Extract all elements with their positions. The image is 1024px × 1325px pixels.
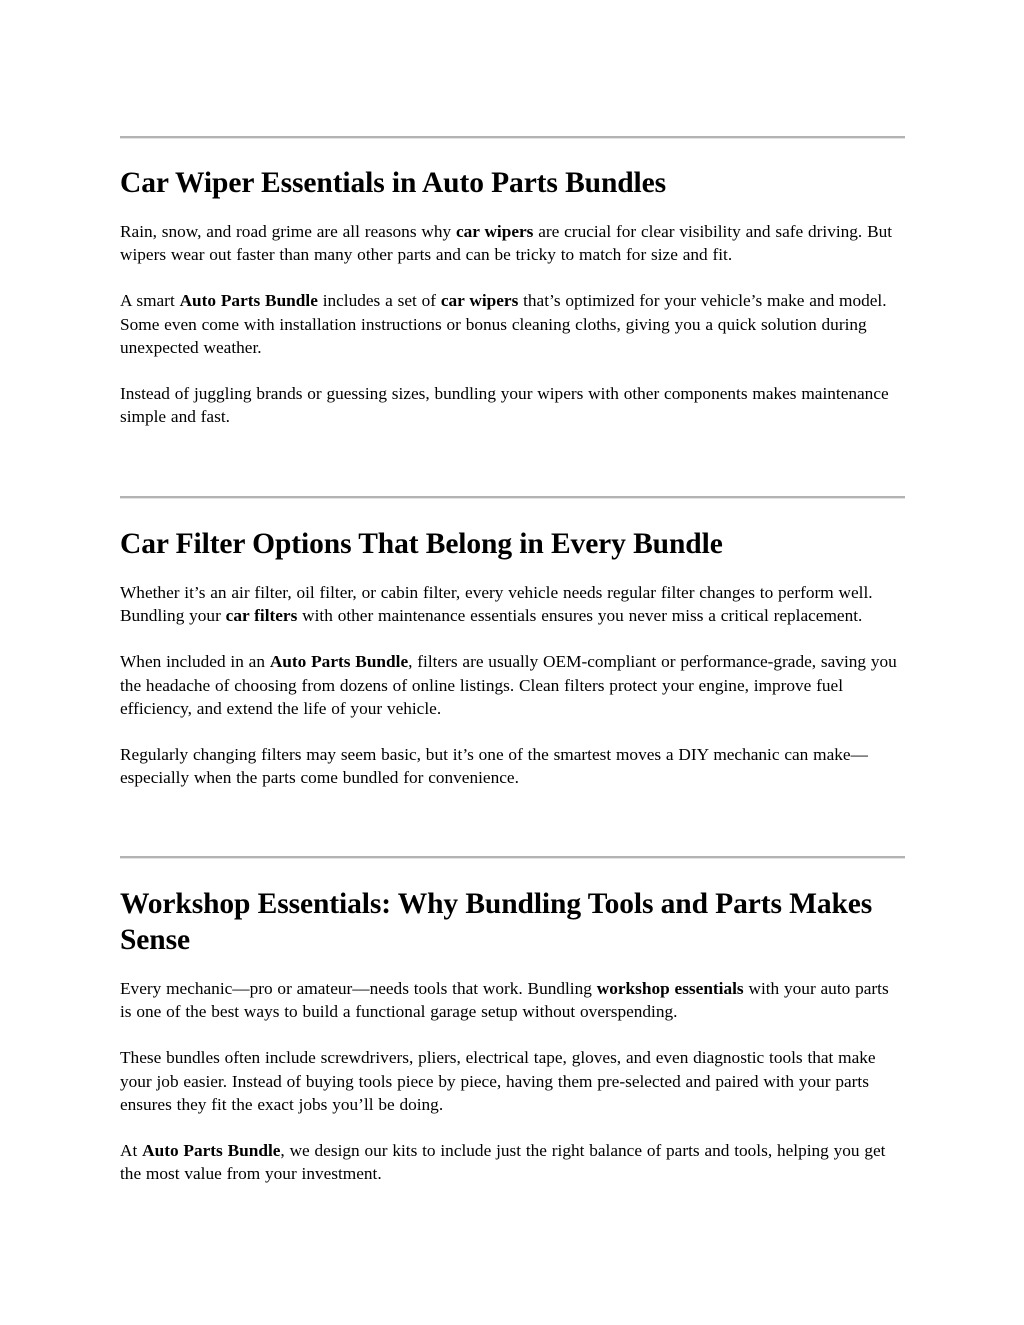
paragraph: Whether it’s an air filter, oil filter, or cabin filter, every vehicle needs regular filter changes to perform well. Bundling your car filters with other maintenance essentials ensures you never miss a critical replacement. — [120, 583, 873, 626]
paragraph: Every mechanic—pro or amateur—needs tools that work. Bundling workshop essentials with your auto parts is one of the best ways to build a functional garage setup without overspending. — [120, 979, 889, 1022]
horizontal-rule — [120, 496, 905, 499]
section-car-wipers — [120, 165, 905, 428]
section-workshop-essentials — [120, 886, 905, 1185]
section-heading: Car Filter Options That Belong in Every Bundle — [120, 528, 723, 560]
paragraph: These bundles often include screwdrivers, pliers, electrical tape, gloves, and even diagnostic tools that make your job easier. Instead of buying tools piece by piece, having them pre-selected and paired with your parts ensures they fit the exact jobs you’ll be doing. — [120, 1048, 876, 1114]
paragraph: Rain, snow, and road grime are all reasons why car wipers are crucial for clear visibility and safe driving. But wipers wear out faster than many other parts and can be tricky to match for size and fit. — [120, 222, 893, 265]
horizontal-rule — [120, 856, 905, 859]
section-heading: Car Wiper Essentials in Auto Parts Bundles — [120, 167, 667, 199]
section-car-filters — [120, 526, 905, 789]
paragraph: Instead of juggling brands or guessing sizes, bundling your wipers with other components makes maintenance simple and fast. — [120, 384, 889, 427]
section-heading: Workshop Essentials: Why Bundling Tools and Parts Makes Sense — [120, 888, 873, 956]
horizontal-rule — [120, 136, 905, 139]
paragraph: When included in an Auto Parts Bundle, filters are usually OEM-compliant or performance-grade, saving you the headache of choosing from dozens of online listings. Clean filters protect your engine, improve fuel efficiency, and extend the life of your vehicle. — [120, 652, 897, 718]
paragraph: Regularly changing filters may seem basic, but it’s one of the smartest moves a DIY mechanic can make—especially when the parts come bundled for convenience. — [120, 745, 868, 788]
paragraph: At Auto Parts Bundle, we design our kits to include just the right balance of parts and tools, helping you get the most value from your investment. — [120, 1141, 886, 1184]
paragraph: A smart Auto Parts Bundle includes a set of car wipers that’s optimized for your vehicle’s make and model. Some even come with installation instructions or bonus cleaning cloths, giving you a quick solution during unexpected weather. — [120, 291, 887, 357]
